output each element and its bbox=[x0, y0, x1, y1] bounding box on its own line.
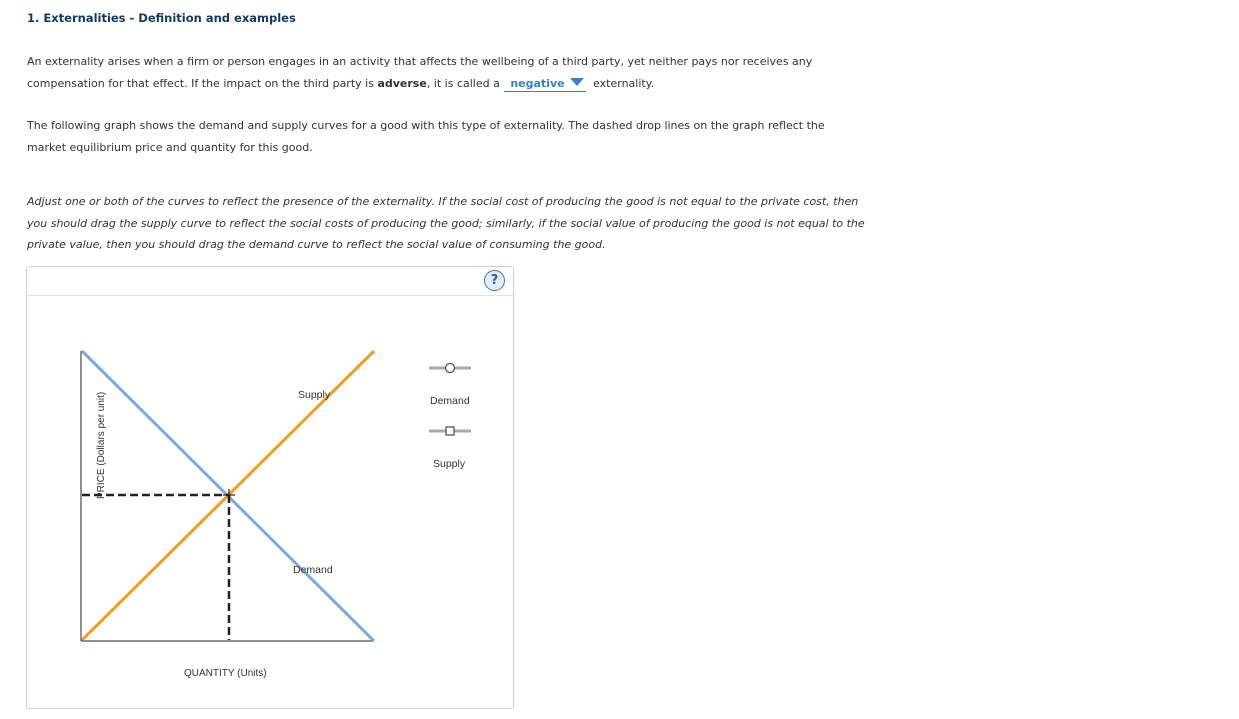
x-axis-label: QUANTITY (Units) bbox=[184, 668, 267, 679]
legend-supply-label: Supply bbox=[433, 458, 466, 470]
y-axis-label: PRICE (Dollars per unit) bbox=[96, 391, 107, 499]
legend-demand-tool[interactable] bbox=[429, 364, 471, 373]
graph-panel bbox=[26, 266, 514, 709]
graph-description: The following graph shows the demand and supply curves for a good with this type of externality. The dashed drop lines on the graph reflect the market equilibrium price and quantity for this good. bbox=[27, 119, 825, 154]
supply-curve-label: Supply bbox=[298, 389, 331, 401]
graph-canvas bbox=[27, 267, 513, 708]
intro-bold-word: adverse bbox=[377, 76, 427, 90]
dropdown-value: negative bbox=[510, 76, 565, 90]
circle-marker-icon bbox=[446, 364, 455, 373]
externality-type-dropdown[interactable] bbox=[504, 76, 585, 92]
instructions: Adjust one or both of the curves to reflect the presence of the externality. If the social cost of producing the good is not equal to the private cost, then you should drag the supply curve to reflect the social costs of producing the good; similarly, if the social value of producing the good is not equal to the private value, then you should drag the demand curve to reflect the social value of consuming the good. bbox=[27, 195, 865, 251]
help-button[interactable]: ? bbox=[484, 270, 505, 291]
intro-paragraph bbox=[27, 51, 867, 94]
intro-text-3: externality. bbox=[593, 76, 655, 90]
demand-curve-label: Demand bbox=[293, 564, 333, 576]
legend-supply-tool[interactable] bbox=[429, 427, 471, 435]
legend-demand-label: Demand bbox=[430, 395, 470, 407]
question-title: 1. Externalities - Definition and examples bbox=[27, 11, 296, 25]
intro-text-2: , it is called a bbox=[426, 76, 500, 90]
caret-down-icon bbox=[570, 78, 584, 86]
intro-text-1: An externality arises when a firm or person engages in an activity that affects the wellbeing of a third party, yet neither pays nor receives any compensation for that effect. If the impact on the third party is bbox=[27, 55, 813, 90]
square-marker-icon bbox=[446, 427, 454, 435]
